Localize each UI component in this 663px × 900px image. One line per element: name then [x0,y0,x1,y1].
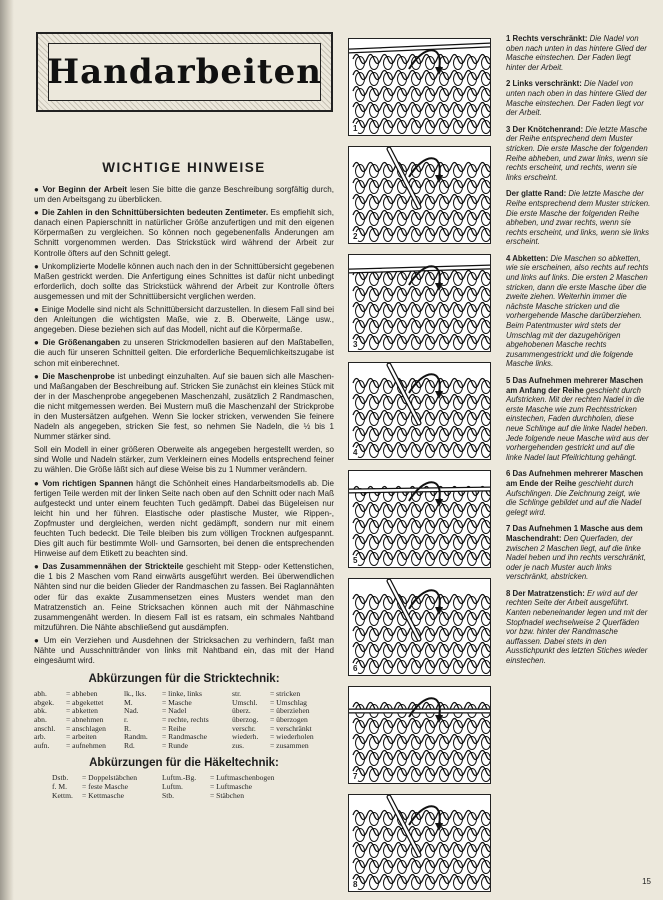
description-heading: 3 Der Knötchenrand: [506,124,584,134]
abbr-key: aufn. [34,740,50,750]
stitch-illustration [348,794,491,892]
abbr-key: R. [124,723,131,733]
paragraph-lead: Vor Beginn der Arbeit [42,185,128,194]
paragraph-text: lesen Sie bitte die ganze Beschreibung sorgfältig durch, um den Arbeitsgang zu überblicken. [34,185,334,205]
description-heading: Der glatte Rand: [506,189,567,199]
paragraph [34,636,334,666]
abbr-value: = feste Masche [82,781,129,791]
abbr-column [34,690,124,750]
abbr-value: = stricken [270,689,301,699]
paragraph-list [34,185,334,666]
abbr-key: Umschl. [232,697,258,707]
abbr-value: = verschränkt [270,723,312,733]
abbr-key: Randm. [124,732,148,742]
abbr-value: = Runde [162,740,189,750]
figure-number: 4 [353,448,358,457]
abbr-row [124,742,232,751]
header-inner [48,43,321,101]
description-heading: 7 Das Aufnehmen 1 Masche aus dem Maschendraht: [506,524,643,543]
knit-abbr-table [34,690,334,750]
description-text: Die letzte Masche der Reihe entsprechend dem Muster stricken. Die erste Masche der folgenden Reihe abheben, und zwar rechts, wenn sie rechts erscheint, und links, wenn sie links erscheint. [506,189,651,247]
abbr-key: Rd. [124,740,135,750]
abbr-key: Dstb. [52,773,69,783]
knitting-stitch-icon [349,363,490,459]
abbr-key: r. [124,715,129,724]
crochet-abbr-table [34,774,334,800]
abbr-value: = abnehmen [66,715,104,724]
description-text: Er wird auf der rechten Seite der Arbeit ausgeführt. Kanten nebeneinander legen und mit der Stopfnadel wechselweise 2 Querfäden vor bzw. hinter der Randmasche auffassen. Dabei stets in den Ausstichpunkt des letzten Stiches wieder einstechen. [506,588,648,666]
abbr-key: lk., lks. [124,689,147,699]
bullet-icon: ● [34,208,40,218]
description-text: geschieht durch Aufschlingen. Die Zeichnung zeigt, wie die Schlinge gebildet und auf die Nadel gelegt wird. [506,478,642,517]
stitch-illustration [348,146,491,244]
stitch-illustration [348,38,491,136]
abbr-key: Luftm.-Bg. [162,773,197,783]
abbr-value: = Stäbchen [210,790,245,800]
abbr-key: f. M. [52,781,67,791]
figure-number: 1 [353,124,358,133]
abbr-value: = Kettmasche [82,790,125,800]
bullet-icon: ● [34,562,40,572]
paragraph-text: Einige Modelle sind nicht als Schnittübersicht darzustellen. In diesem Fall sind bei den Anleitungen die wichtigsten Maße, wie z. B. Oberweite, Länge usw., angegeben. Diese beziehen sich auf das Modell, nicht auf die Körpermaße. [34,305,334,335]
abbr-key: Nad. [124,706,139,716]
stitch-illustration [348,362,491,460]
abbr-value: = Randmasche [162,732,207,742]
stitch-illustration [348,686,491,784]
abbr-value: = Reihe [162,723,186,733]
paragraph-text: geschieht mit Stepp- oder Kettenstichen, die 1 bis 2 Maschen vom Rand einwärts ausgeführt werden. Bei überwendlichen Nähten sind nur die beiden Glieder der Randmaschen zu fassen. Bei Raglannähten oder für das exakte Zusammensetzen eines Musters wendet man den Matratzenstich an. Feine Stricksachen können auch mit der Nähmaschine zusammengenäht werden. In diesem Fall ist es ratsam, ein schmales Nahtband mitzuführen. Die Nähte abschließend gut ausdämpfen. [34,562,334,632]
paragraph-text: hängt die Schönheit eines Handarbeitsmodells ab. Die fertigen Teile werden mit der linken Seite nach oben auf den Schnitt oder nach Maß aufgesteckt und unter einem feuchten Tuch gedämpft. Dabei das Bügeleisen nur leicht hin und her führen. Elastische oder plastische Muster, wie Rippen-, Zopfmuster und dergleichen, werden nicht gedämpft, sondern nur mit einem feuchten Tuch bedeckt. Die Teile bleiben bis zum völligen Trocknen aufgespannt. Dies gilt auch für bestimmte Woll- und Garnsorten, bei denen die entsprechenden Hinweise auf dem Etikett zu beachten sind. [34,478,334,559]
paragraph-lead: Das Zusammennähen der Strickteile [42,562,184,572]
abbr-value: = Masche [162,697,192,707]
paragraph [34,208,334,258]
abbr-row [34,742,124,751]
abbr-value: = Luftmasche [210,781,253,791]
paragraph [34,445,334,475]
paragraph-text: ist unbedingt einzuhalten. Auf sie bauen sich alle Maschen- und Maßangaben der Beschreibung auf. Stricken Sie zunächst ein kleines Stück mit der in der Maschenprobe angegebenen Maschenzahl, zusätzlich 2 Randmaschen, die nicht mitgemessen werden. Bei Mustern muß die Maschenzahl der Strickprobe in den Mustersätzen aufgehen. Wenn Sie locker stricken, verwenden Sie feinere Nadeln als angegeben, stricken Sie fest, so nehmen Sie Nadeln, die ½ bis 1 Nummer stärker sind. [34,371,334,442]
abbr-value: = abketten [66,706,98,716]
paragraph-text: Soll ein Modell in einer größeren Oberweite als angegeben hergestellt werden, so sind Wolle und Nadeln stärker, zum Verkleinern eines Modells entsprechend feiner zu wählen. Die Größe läßt sich auf diese Weise bis zu 1 Nummer verändern. [34,445,334,475]
paragraph-lead: Vom richtigen Spannen [42,478,134,488]
page-spine [0,0,14,900]
figure-number: 6 [353,664,358,673]
description-heading: 1 Rechts verschränkt: [506,34,588,43]
paragraph [34,372,334,443]
bullet-icon: ● [34,261,39,271]
knitting-stitch-icon [349,579,490,675]
abbr-row [232,742,334,751]
knit-abbr-title: Abkürzungen für die Stricktechnik: [88,673,280,686]
abbr-key: Stb. [162,790,175,800]
abbr-column [162,774,302,800]
abbr-key: Luftm. [162,781,183,791]
abbr-key: überz. [232,706,251,716]
abbr-key: überzog. [232,715,259,724]
abbr-value: = Doppelstäbchen [82,773,138,783]
description-text: Die Nadel von unten nach oben in das hintere Glied der Masche einstechen. Der Faden liegt vor der Arbeit. [506,79,647,118]
description-heading: 4 Abketten: [506,253,549,263]
paragraph [34,185,334,205]
description-heading: 6 Das Aufnehmen mehrerer Maschen am Ende der Reihe [506,469,644,488]
figure-number: 2 [353,232,358,241]
abbr-value: = Nadel [162,706,187,716]
instructions-column [34,160,334,800]
figure-description [506,376,652,462]
abbr-row [162,792,302,801]
paragraph [34,262,334,302]
abbr-value: = rechte, rechts [162,715,209,724]
knitting-stitch-icon [349,39,490,135]
abbr-value: = aufnehmen [66,740,106,750]
page-number: 15 [642,877,651,886]
bullet-icon: ● [34,635,41,645]
bullet-icon: ● [34,305,39,315]
knitting-stitch-icon [349,471,490,567]
paragraph-lead: Die Größenangaben [42,338,120,348]
description-heading: 5 Das Aufnehmen mehrerer Maschen am Anfang der Reihe [506,376,644,395]
description-text: geschieht durch Aufstricken. Mit der rechten Nadel in die erste Masche wie zum Rechtsstricken einstechen, Faden durchholen, diese neue Schlinge auf die linke Nadel heben. Jede folgende neue Masche wird aus der vorhergehenden gestrickt und auf die linke Nadel laut Pfeilrichtung gehängt. [506,385,649,462]
abbr-value: = überzogen [270,715,308,724]
abbr-column [52,774,162,800]
paragraph-lead: Die Maschenprobe [42,371,115,381]
knitting-stitch-icon [349,795,490,891]
figure-description [506,469,652,517]
stitch-illustration [348,254,491,352]
figure-description [506,189,652,247]
bullet-icon: ● [34,185,40,194]
paragraph [34,338,334,368]
description-text: Die Maschen so abketten, wie sie erscheinen, also rechts auf rechts und links auf links. Die ersten 2 Maschen stricken, dann die erste Masche über die zweite ziehen. Weiterhin immer die nächste Masche stricken und die vorhergehende Masche darüberziehen. Beim Patentmuster wird stets der Umschlag mit der dazugehörigen abgehobenen Masche rechts zusammengestrickt und die folgende Masche links. [506,253,649,369]
stitch-illustration [348,578,491,676]
abbr-column [124,690,232,750]
abbr-key: zus. [232,740,245,750]
description-text: Die Nadel von oben nach unten in das hintere Glied der Masche einstechen. Der Faden liegt hinter der Arbeit. [506,34,647,72]
description-column [506,34,652,673]
abbr-value: = zusammen [270,740,309,750]
knitting-stitch-icon [349,147,490,243]
section-title: WICHTIGE HINWEISE [102,160,266,175]
paragraph-text: Es empfiehlt sich, danach einen Papierschnitt in natürlicher Größe anzufertigen und mit den eigenen Körpermaßen zu vergleichen. So können noch gegebenenfalls Änderungen am Schnitt vorgenommen werden. Das Strickstück wird während der Arbeit zur Kontrolle öfters auf den Schnitt gelegt. [34,208,334,258]
abbr-row [52,792,162,801]
figure-description [506,79,652,117]
figure-description [506,524,652,582]
crochet-abbr-title: Abkürzungen für die Häkeltechnik: [89,757,279,770]
figure-number: 8 [353,880,358,889]
abbr-key: abgek. [34,697,55,707]
knitting-stitch-icon [349,687,490,783]
abbr-value: = linke, links [162,689,202,699]
figure-description [506,589,652,666]
abbr-key: str. [232,689,242,699]
paragraph-text: Unkomplizierte Modelle können auch nach den in der Schnittübersicht gegebenen Maßen gestrickt werden. Die Anfertigung eines Schnittes ist dafür nicht unbedingt erforderlich, doch sollte das Strickstück während der Arbeit zur Kontrolle öfters ausgemessen und mit der Schnittübersicht verglichen werden. [34,261,334,301]
abbr-key: abn. [34,715,47,724]
paragraph [34,305,334,335]
abbr-key: abk. [34,706,47,716]
figure-number: 3 [353,340,358,349]
abbr-key: abh. [34,689,47,699]
abbr-key: anschl. [34,723,56,733]
figure-number: 5 [353,556,358,565]
bullet-icon: ● [34,371,40,381]
figure-column [348,38,491,900]
paragraph [34,479,334,560]
paragraph-text: Um ein Verziehen und Ausdehnen der Stricksachen zu verhindern, faßt man Nähte und Ausschnittränder von links mit Nahtband ein, das mit der Hand eingesäumt wird. [34,635,334,666]
paragraph-text: zu unseren Strickmodellen basieren auf den Maßtabellen, die auch für unseren Schnitteil gelten. Die erforderliche Bequemlichkeitszugabe ist schon mit einberechnet. [34,338,334,368]
abbr-key: Kettm. [52,790,73,800]
abbr-value: = arbeiten [66,732,97,742]
abbr-key: verschr. [232,723,256,733]
page-title: Handarbeiten [47,52,322,92]
abbr-value: = abheben [66,689,98,699]
knitting-stitch-icon [349,255,490,351]
abbr-value: = Luftmaschenbogen [210,773,275,783]
abbr-value: = überziehen [270,706,310,716]
stitch-illustration [348,470,491,568]
abbr-value: = abgekettet [66,697,104,707]
abbr-key: wiederh. [232,732,259,742]
paragraph [34,562,334,633]
description-heading: 2 Links verschränkt: [506,79,582,89]
abbr-value: = anschlagen [66,723,106,733]
description-heading: 8 Der Matratzenstich: [506,588,585,598]
figure-number: 7 [353,772,358,781]
abbr-key: arb. [34,732,46,742]
bullet-icon: ● [34,478,40,488]
abbr-key: M. [124,697,133,707]
paragraph-lead: Die Zahlen in den Schnittübersichten bedeuten Zentimeter. [42,208,269,218]
figure-description [506,34,652,72]
header-banner [36,32,333,112]
bullet-icon: ● [34,338,40,348]
description-text: Die letzte Masche der Reihe entsprechend dem Muster stricken. Die erste Masche der folgenden Reihe abheben, und zwar links, wenn sie rechts erscheint, und rechts, wenn sie links erscheint. [506,124,648,182]
description-text: Den Querfaden, der zwischen 2 Maschen liegt, auf die linke Nadel heben und ihn rechts verschränkt, oder je nach Muster auch links verschränkt, abstricken. [506,533,646,582]
abbr-value: = wiederholen [270,732,314,742]
figure-description [506,125,652,183]
figure-description [506,254,652,369]
abbr-value: = Umschlag [270,697,307,707]
abbr-column [232,690,334,750]
